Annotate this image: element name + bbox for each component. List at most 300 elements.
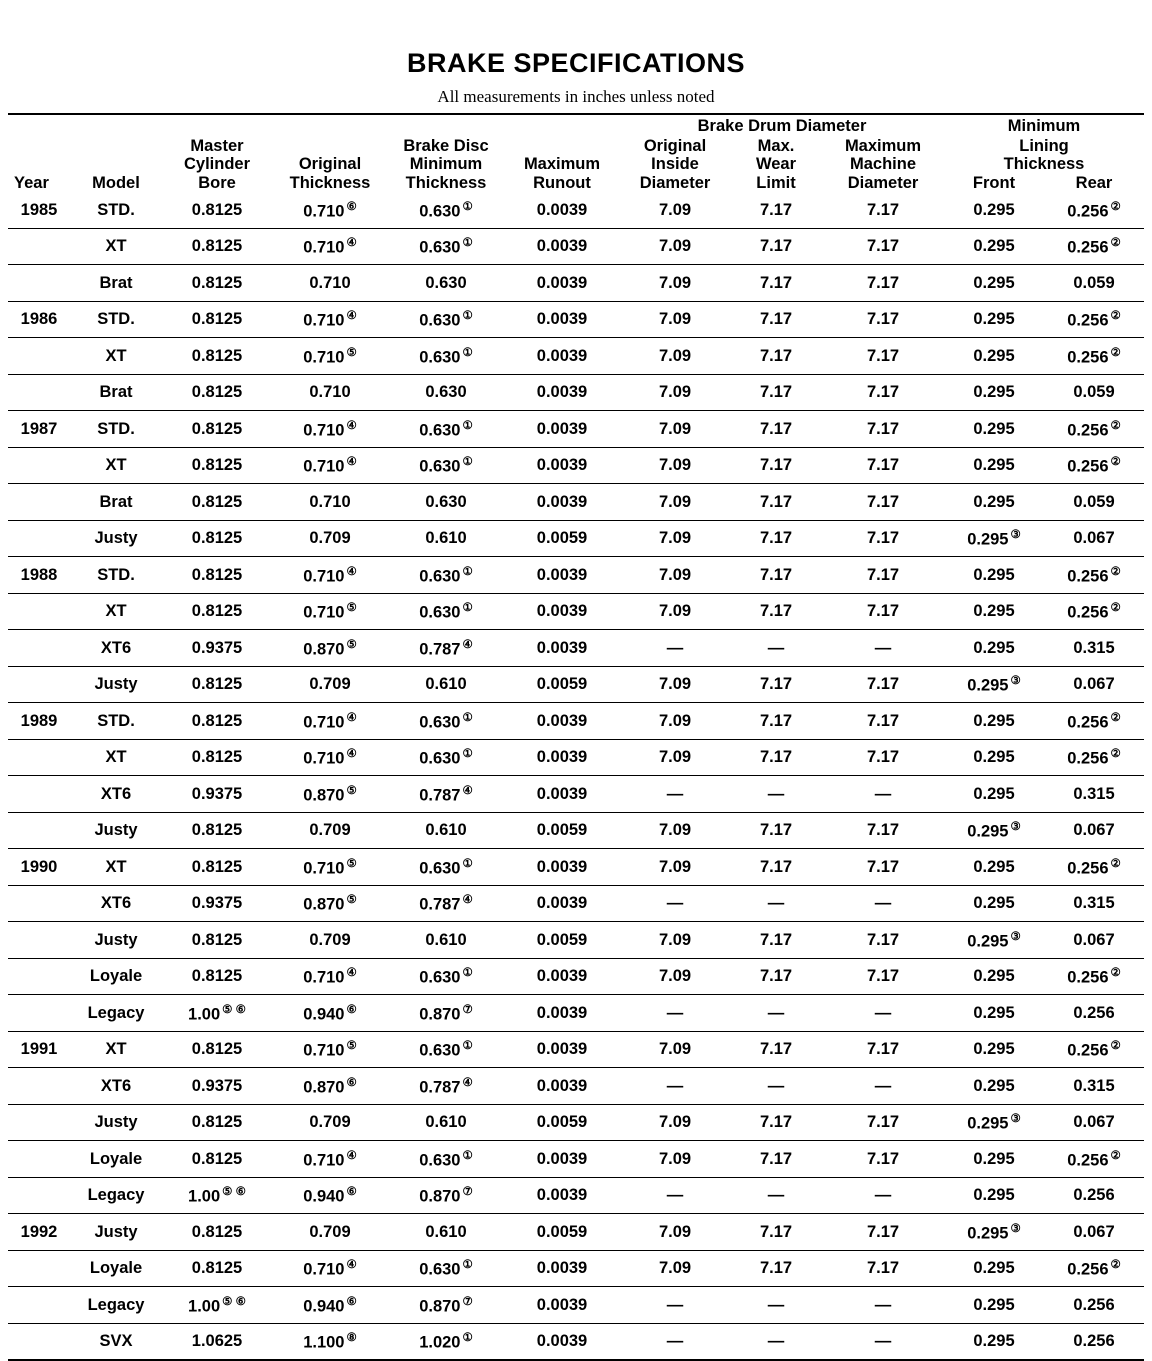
cell-year-value: 1991 [20,1040,58,1059]
cell-drum-maximum-machine-diameter-value: 7.17 [866,346,900,365]
cell-drum-original-inside-diameter-value: 7.09 [658,1259,692,1278]
cell-lining-front [944,265,1044,302]
cell-drum-original-inside-diameter-value: 7.09 [658,273,692,292]
cell-year [8,374,70,411]
cell-disc-minimum-thickness [388,192,504,228]
cell-drum-max-wear-limit [730,1177,822,1214]
cell-lining-rear-footnote-marker: ② [1110,565,1121,578]
cell-lining-rear [1044,776,1144,813]
cell-drum-original-inside-diameter-value: — [666,1076,684,1095]
cell-disc-maximum-runout-value: 0.0039 [536,346,588,365]
cell-lining-front [944,374,1044,411]
cell-disc-maximum-runout [504,1141,620,1178]
header-group-row [8,114,1144,137]
cell-disc-minimum-thickness-footnote-marker: ① [462,748,473,761]
cell-drum-max-wear-limit-value: 7.17 [759,930,793,949]
cell-drum-original-inside-diameter-value: 7.09 [658,237,692,256]
cell-lining-front-footnote-marker: ③ [1010,529,1021,542]
cell-master-cylinder-bore-value: 0.9375 [191,894,243,913]
cell-master-cylinder-bore-value: 0.8125 [191,200,243,219]
cell-master-cylinder-bore-value: 0.8125 [191,930,243,949]
cell-disc-original-thickness-value: 0.709 [309,930,351,949]
cell-drum-max-wear-limit-value: 7.17 [759,1113,793,1132]
cell-model-value: STD. [97,711,135,730]
cell-drum-max-wear-limit [730,922,822,959]
header-spacer-disc [272,114,620,137]
cell-lining-front [944,958,1044,995]
cell-disc-maximum-runout-value: 0.0039 [536,784,588,803]
cell-drum-maximum-machine-diameter [822,1104,944,1141]
cell-disc-original-thickness-value: 0.709 [309,529,351,548]
cell-drum-maximum-machine-diameter-value: 7.17 [866,1113,900,1132]
cell-disc-minimum-thickness [388,958,504,995]
cell-disc-maximum-runout [504,666,620,703]
cell-lining-front-footnote-marker: ③ [1010,1222,1021,1235]
cell-disc-minimum-thickness-footnote-marker: ① [462,967,473,980]
cell-lining-rear [1044,1250,1144,1287]
cell-drum-original-inside-diameter [620,1250,730,1287]
cell-disc-original-thickness [272,1250,388,1287]
cell-disc-minimum-thickness [388,703,504,740]
header-original-inside-1: Original [643,137,707,155]
cell-model-value: Justy [94,529,138,548]
cell-drum-maximum-machine-diameter-value: 7.17 [866,529,900,548]
cell-drum-original-inside-diameter-value: 7.09 [658,967,692,986]
table-row [8,1250,1144,1287]
cell-disc-minimum-thickness-value: 0.630 [425,492,467,511]
cell-model [70,1177,162,1214]
cell-disc-original-thickness [272,338,388,375]
cell-model [70,666,162,703]
cell-drum-original-inside-diameter [620,484,730,521]
cell-lining-front [944,666,1044,703]
cell-lining-rear-footnote-marker: ② [1110,711,1121,724]
cell-disc-minimum-thickness [388,1177,504,1214]
cell-disc-original-thickness-footnote-marker: ⑤ [346,857,357,870]
cell-disc-maximum-runout-value: 0.0039 [536,1040,588,1059]
cell-master-cylinder-bore-value: 0.8125 [191,383,243,402]
cell-disc-maximum-runout [504,849,620,886]
cell-lining-rear [1044,301,1144,338]
cell-model-value: XT [105,456,127,475]
header-max-wear-1: Max. [757,137,795,155]
cell-disc-minimum-thickness-value: 0.630 [419,1151,461,1170]
cell-drum-maximum-machine-diameter-value: 7.17 [866,711,900,730]
cell-disc-maximum-runout [504,447,620,484]
cell-master-cylinder-bore [162,1141,272,1178]
cell-lining-rear-value: 0.256 [1067,713,1109,732]
cell-drum-original-inside-diameter-value: 7.09 [658,857,692,876]
cell-lining-front-value: 0.295 [967,1224,1009,1243]
cell-drum-max-wear-limit-value: 7.17 [759,310,793,329]
cell-master-cylinder-bore [162,849,272,886]
cell-disc-original-thickness-value: 0.710 [303,713,345,732]
cell-disc-maximum-runout [504,630,620,667]
cell-drum-max-wear-limit [730,1068,822,1105]
cell-drum-max-wear-limit-value: 7.17 [759,456,793,475]
cell-disc-maximum-runout [504,520,620,557]
cell-drum-original-inside-diameter [620,301,730,338]
cell-disc-maximum-runout-value: 0.0039 [536,748,588,767]
cell-lining-front [944,1068,1044,1105]
cell-drum-maximum-machine-diameter-value: 7.17 [866,1040,900,1059]
cell-drum-maximum-machine-diameter [822,1250,944,1287]
cell-disc-original-thickness [272,192,388,228]
table-row [8,374,1144,411]
header-year: Year [14,173,49,192]
cell-disc-minimum-thickness-value: 0.610 [425,821,467,840]
cell-drum-maximum-machine-diameter-value: 7.17 [866,456,900,475]
cell-year [8,849,70,886]
cell-model [70,849,162,886]
cell-disc-original-thickness-footnote-marker: ④ [346,237,357,250]
cell-disc-original-thickness [272,557,388,594]
cell-year-value: 1987 [20,419,58,438]
cell-drum-original-inside-diameter-value: — [666,1332,684,1351]
cell-drum-max-wear-limit [730,228,822,265]
cell-master-cylinder-bore [162,885,272,922]
cell-lining-rear [1044,849,1144,886]
cell-lining-rear-footnote-marker: ② [1110,857,1121,870]
cell-disc-original-thickness [272,1141,388,1178]
cell-disc-original-thickness-footnote-marker: ⑤ [346,638,357,651]
cell-master-cylinder-bore [162,338,272,375]
cell-disc-minimum-thickness-value: 0.630 [419,1041,461,1060]
cell-model [70,1104,162,1141]
cell-model [70,228,162,265]
cell-model [70,557,162,594]
cell-drum-max-wear-limit [730,1287,822,1324]
cell-lining-front-value: 0.295 [973,711,1015,730]
cell-disc-maximum-runout-value: 0.0039 [536,1332,588,1351]
cell-lining-rear-value: 0.067 [1073,930,1115,949]
cell-disc-minimum-thickness-value: 0.630 [419,603,461,622]
cell-master-cylinder-bore [162,301,272,338]
cell-disc-minimum-thickness-value: 0.630 [419,713,461,732]
cell-model [70,739,162,776]
cell-master-cylinder-bore [162,630,272,667]
cell-disc-maximum-runout [504,1323,620,1360]
cell-drum-max-wear-limit-value: — [767,1295,785,1314]
cell-model [70,593,162,630]
cell-year-value: 1986 [20,310,58,329]
cell-disc-maximum-runout [504,338,620,375]
cell-disc-original-thickness-footnote-marker: ⑤ [346,1040,357,1053]
cell-disc-maximum-runout-value: 0.0039 [536,1149,588,1168]
cell-lining-rear-footnote-marker: ② [1110,346,1121,359]
cell-drum-max-wear-limit-value: 7.17 [759,383,793,402]
cell-master-cylinder-bore [162,922,272,959]
cell-disc-maximum-runout-value: 0.0039 [536,565,588,584]
cell-disc-maximum-runout [504,228,620,265]
header-max-wear-3: Limit [756,173,796,192]
cell-master-cylinder-bore-value: 0.8125 [191,857,243,876]
cell-disc-minimum-thickness-footnote-marker: ⑦ [462,1295,473,1308]
cell-disc-original-thickness-footnote-marker: ⑥ [346,200,357,213]
cell-model-value: Brat [99,273,133,292]
cell-drum-original-inside-diameter-value: 7.09 [658,419,692,438]
cell-drum-max-wear-limit-value: — [767,784,785,803]
cell-disc-minimum-thickness [388,812,504,849]
header-maximum-runout-2: Runout [533,173,591,192]
cell-disc-minimum-thickness-footnote-marker: ① [462,1149,473,1162]
cell-drum-max-wear-limit [730,593,822,630]
table-row [8,557,1144,594]
cell-drum-maximum-machine-diameter-value: 7.17 [866,273,900,292]
cell-master-cylinder-bore [162,228,272,265]
cell-lining-front-value: 0.295 [973,967,1015,986]
cell-model [70,484,162,521]
cell-drum-original-inside-diameter [620,192,730,228]
cell-model-value: STD. [97,200,135,219]
cell-drum-max-wear-limit-value: 7.17 [759,492,793,511]
cell-drum-maximum-machine-diameter-value: — [874,638,892,657]
cell-lining-front [944,1177,1044,1214]
cell-lining-rear-value: 0.067 [1073,1113,1115,1132]
cell-disc-original-thickness-value: 0.710 [303,457,345,476]
cell-year [8,411,70,448]
cell-model [70,703,162,740]
cell-lining-front-value: 0.295 [973,237,1015,256]
cell-disc-original-thickness-value: 0.710 [303,1151,345,1170]
cell-disc-minimum-thickness [388,520,504,557]
cell-disc-maximum-runout-value: 0.0039 [536,237,588,256]
cell-master-cylinder-bore [162,995,272,1032]
table-row [8,995,1144,1032]
cell-disc-original-thickness [272,520,388,557]
cell-drum-maximum-machine-diameter-value: — [874,1003,892,1022]
cell-model-value: Loyale [89,1259,143,1278]
cell-disc-maximum-runout-value: 0.0039 [536,456,588,475]
cell-disc-minimum-thickness [388,1031,504,1068]
table-row [8,520,1144,557]
cell-lining-rear-value: 0.256 [1067,603,1109,622]
cell-drum-max-wear-limit-value: 7.17 [759,1040,793,1059]
cell-year [8,338,70,375]
cell-lining-rear-value: 0.256 [1073,1332,1115,1351]
cell-drum-max-wear-limit-value: 7.17 [759,675,793,694]
cell-drum-maximum-machine-diameter [822,849,944,886]
cell-drum-max-wear-limit-value: 7.17 [759,748,793,767]
cell-model [70,922,162,959]
cell-lining-rear-value: 0.315 [1073,784,1115,803]
cell-drum-max-wear-limit [730,301,822,338]
header-group-brake-drum-diameter: Brake Drum Diameter [697,116,867,135]
cell-lining-front-value: 0.295 [973,273,1015,292]
cell-disc-original-thickness [272,484,388,521]
cell-drum-original-inside-diameter [620,265,730,302]
cell-lining-front-value: 0.295 [973,200,1015,219]
cell-model [70,1214,162,1251]
cell-drum-maximum-machine-diameter-value: 7.17 [866,1222,900,1241]
cell-disc-maximum-runout [504,301,620,338]
cell-master-cylinder-bore-value: 0.8125 [191,237,243,256]
header-maximum-machine-1: Maximum [844,137,922,155]
header-group-minimum-lining-2: Lining [1019,137,1069,155]
cell-disc-original-thickness-value: 0.940 [303,1187,345,1206]
cell-disc-minimum-thickness-footnote-marker: ④ [462,894,473,907]
cell-disc-original-thickness-footnote-marker: ⑤ [346,346,357,359]
cell-year [8,1141,70,1178]
cell-model-value: XT [105,1040,127,1059]
cell-disc-maximum-runout-value: 0.0039 [536,383,588,402]
header-original-thickness-1: Original [298,155,362,174]
cell-disc-original-thickness-value: 0.710 [303,968,345,987]
cell-disc-maximum-runout-value: 0.0039 [536,857,588,876]
cell-disc-original-thickness [272,1104,388,1141]
cell-model-value: Loyale [89,1149,143,1168]
cell-model-value: SVX [99,1332,133,1351]
cell-lining-front [944,995,1044,1032]
cell-disc-original-thickness-value: 0.709 [309,1113,351,1132]
cell-disc-minimum-thickness [388,265,504,302]
cell-disc-maximum-runout-value: 0.0039 [536,200,588,219]
cell-master-cylinder-bore-value: 0.9375 [191,1076,243,1095]
cell-drum-maximum-machine-diameter [822,520,944,557]
cell-disc-maximum-runout-value: 0.0039 [536,1259,588,1278]
cell-disc-maximum-runout [504,812,620,849]
cell-drum-original-inside-diameter-value: 7.09 [658,456,692,475]
cell-year [8,630,70,667]
cell-lining-rear [1044,885,1144,922]
cell-disc-maximum-runout [504,739,620,776]
cell-year [8,666,70,703]
cell-model-value: STD. [97,419,135,438]
cell-model [70,630,162,667]
cell-drum-original-inside-diameter [620,338,730,375]
cell-drum-max-wear-limit [730,374,822,411]
cell-lining-front-value: 0.295 [973,1003,1015,1022]
cell-lining-rear-value: 0.256 [1067,859,1109,878]
cell-lining-front [944,1104,1044,1141]
cell-drum-maximum-machine-diameter [822,411,944,448]
cell-master-cylinder-bore-footnote-marker: ⑤ ⑥ [222,1186,246,1199]
cell-disc-minimum-thickness [388,593,504,630]
cell-lining-rear-footnote-marker: ② [1110,1040,1121,1053]
cell-disc-original-thickness-value: 0.870 [303,895,345,914]
cell-drum-original-inside-diameter [620,958,730,995]
cell-drum-original-inside-diameter-value: 7.09 [658,1113,692,1132]
cell-lining-rear [1044,1031,1144,1068]
cell-drum-maximum-machine-diameter [822,228,944,265]
cell-disc-minimum-thickness-footnote-marker: ① [462,237,473,250]
cell-drum-original-inside-diameter [620,885,730,922]
cell-disc-original-thickness-value: 0.709 [309,675,351,694]
cell-master-cylinder-bore-value: 0.8125 [191,967,243,986]
cell-disc-minimum-thickness-value: 1.020 [419,1333,461,1352]
cell-drum-original-inside-diameter-value: — [666,1186,684,1205]
cell-disc-minimum-thickness-footnote-marker: ① [462,1332,473,1345]
cell-lining-front-value: 0.295 [973,456,1015,475]
cell-drum-maximum-machine-diameter [822,739,944,776]
cell-drum-maximum-machine-diameter [822,192,944,228]
cell-lining-front-value: 0.295 [967,822,1009,841]
header-spacer-model [70,114,162,137]
cell-lining-rear-footnote-marker: ② [1110,456,1121,469]
cell-lining-rear-value: 0.256 [1067,1260,1109,1279]
cell-disc-minimum-thickness [388,1104,504,1141]
cell-model-value: STD. [97,310,135,329]
cell-disc-maximum-runout-value: 0.0039 [536,602,588,621]
table-row [8,484,1144,521]
cell-lining-rear-value: 0.059 [1073,492,1115,511]
cell-disc-minimum-thickness [388,1287,504,1324]
cell-drum-original-inside-diameter [620,520,730,557]
cell-lining-rear-footnote-marker: ② [1110,602,1121,615]
cell-master-cylinder-bore-value: 0.8125 [191,273,243,292]
cell-disc-maximum-runout-value: 0.0059 [536,930,588,949]
cell-disc-minimum-thickness [388,447,504,484]
cell-lining-front-value: 0.295 [973,419,1015,438]
cell-drum-maximum-machine-diameter-value: 7.17 [866,930,900,949]
cell-disc-maximum-runout-value: 0.0039 [536,419,588,438]
cell-drum-original-inside-diameter-value: — [666,894,684,913]
cell-disc-original-thickness-footnote-marker: ④ [346,1259,357,1272]
cell-drum-original-inside-diameter-value: — [666,1003,684,1022]
cell-lining-front [944,885,1044,922]
cell-model-value: XT [105,346,127,365]
cell-drum-maximum-machine-diameter [822,447,944,484]
header-original-inside-3: Diameter [639,173,711,192]
cell-lining-front-value: 0.295 [973,1259,1015,1278]
cell-master-cylinder-bore [162,666,272,703]
cell-disc-minimum-thickness-footnote-marker: ⑦ [462,1186,473,1199]
cell-disc-maximum-runout-value: 0.0039 [536,492,588,511]
cell-drum-max-wear-limit-value: — [767,1186,785,1205]
cell-drum-maximum-machine-diameter-value: — [874,1186,892,1205]
cell-disc-original-thickness [272,1323,388,1360]
cell-disc-minimum-thickness [388,484,504,521]
cell-drum-max-wear-limit-value: 7.17 [759,565,793,584]
cell-lining-rear-value: 0.315 [1073,894,1115,913]
cell-drum-max-wear-limit-value: 7.17 [759,346,793,365]
table-row [8,739,1144,776]
cell-lining-front-value: 0.295 [973,565,1015,584]
cell-lining-front [944,447,1044,484]
header-original-thickness-2: Thickness [289,173,371,192]
cell-lining-rear [1044,995,1144,1032]
cell-disc-minimum-thickness-value: 0.630 [419,749,461,768]
cell-drum-max-wear-limit [730,1323,822,1360]
cell-drum-max-wear-limit-value: 7.17 [759,857,793,876]
cell-drum-max-wear-limit [730,885,822,922]
cell-model [70,776,162,813]
table-row [8,1031,1144,1068]
cell-lining-rear-footnote-marker: ② [1110,310,1121,323]
header-spacer-model-2 [70,137,162,155]
cell-disc-minimum-thickness [388,922,504,959]
cell-lining-rear-footnote-marker: ② [1110,748,1121,761]
cell-master-cylinder-bore [162,739,272,776]
cell-disc-original-thickness-value: 0.710 [303,859,345,878]
cell-disc-minimum-thickness-footnote-marker: ① [462,456,473,469]
cell-drum-original-inside-diameter [620,374,730,411]
cell-lining-rear-value: 0.256 [1067,348,1109,367]
cell-master-cylinder-bore [162,1214,272,1251]
cell-disc-original-thickness-value: 0.709 [309,1222,351,1241]
cell-drum-maximum-machine-diameter [822,885,944,922]
cell-year [8,484,70,521]
table-row [8,812,1144,849]
cell-drum-maximum-machine-diameter-value: 7.17 [866,1149,900,1168]
cell-year [8,1214,70,1251]
cell-disc-original-thickness [272,812,388,849]
cell-model-value: XT6 [100,784,132,803]
cell-year-value: 1992 [20,1222,58,1241]
table-row [8,1141,1144,1178]
cell-drum-original-inside-diameter-value: 7.09 [658,565,692,584]
cell-drum-maximum-machine-diameter [822,776,944,813]
